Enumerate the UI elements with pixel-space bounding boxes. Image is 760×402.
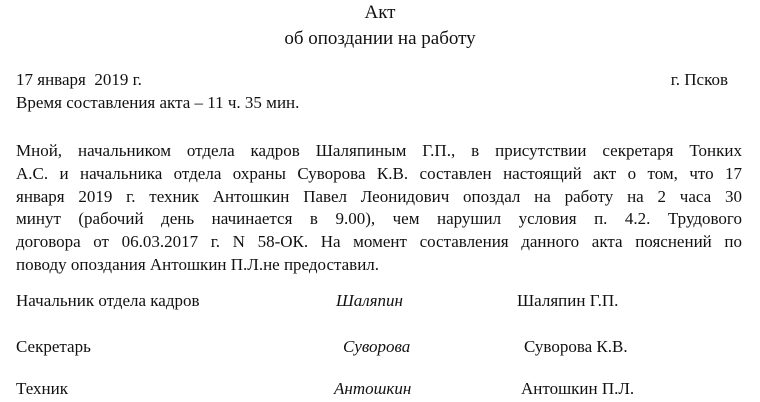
signature-role: Начальник отдела кадров	[16, 291, 200, 310]
document-subtitle: об опоздании на работу	[284, 28, 476, 49]
signature-printed-name: Суворова К.В.	[524, 337, 628, 356]
body-line: А.С. и начальника отдела охраны Суворова К.В. составлен настоящий акт о том, что 17	[16, 163, 742, 183]
signature-row-technician	[0, 378, 760, 402]
handwritten-signature: Антошкин	[334, 379, 412, 398]
body-line: поводу опоздания Антошкин П.Л.не предоставил.	[16, 254, 380, 274]
handwritten-signature: Суворова	[343, 337, 411, 356]
signature-role: Техник	[16, 379, 69, 398]
signature-row-hr-head	[0, 290, 760, 314]
signature-row-secretary	[0, 336, 760, 360]
signature-printed-name: Шаляпин Г.П.	[517, 291, 619, 310]
document-city: г. Псков	[670, 70, 728, 89]
body-line: минут (рабочий день начинается в 9.00), чем нарушил условия п. 4.2. Трудового	[16, 209, 742, 229]
document-time: Время составления акта – 11 ч. 35 мин.	[16, 93, 300, 112]
body-line: договора от 06.03.2017 г. N 58-ОК. На момент составления данного акта пояснений по	[16, 232, 742, 252]
signature-printed-name: Антошкин П.Л.	[521, 379, 635, 398]
handwritten-signature: Шаляпин	[336, 291, 403, 310]
signature-role: Секретарь	[16, 337, 91, 356]
body-line: января 2019 г. техник Антошкин Павел Леонидович опоздал на работу на 2 часа 30	[16, 186, 742, 206]
document-body	[16, 140, 742, 277]
body-line: Мной, начальником отдела кадров Шаляпиным Г.П., в присутствии секретаря Тонких	[16, 141, 742, 160]
document-title: Акт	[364, 2, 396, 23]
document-date: 17 января 2019 г.	[16, 70, 142, 89]
